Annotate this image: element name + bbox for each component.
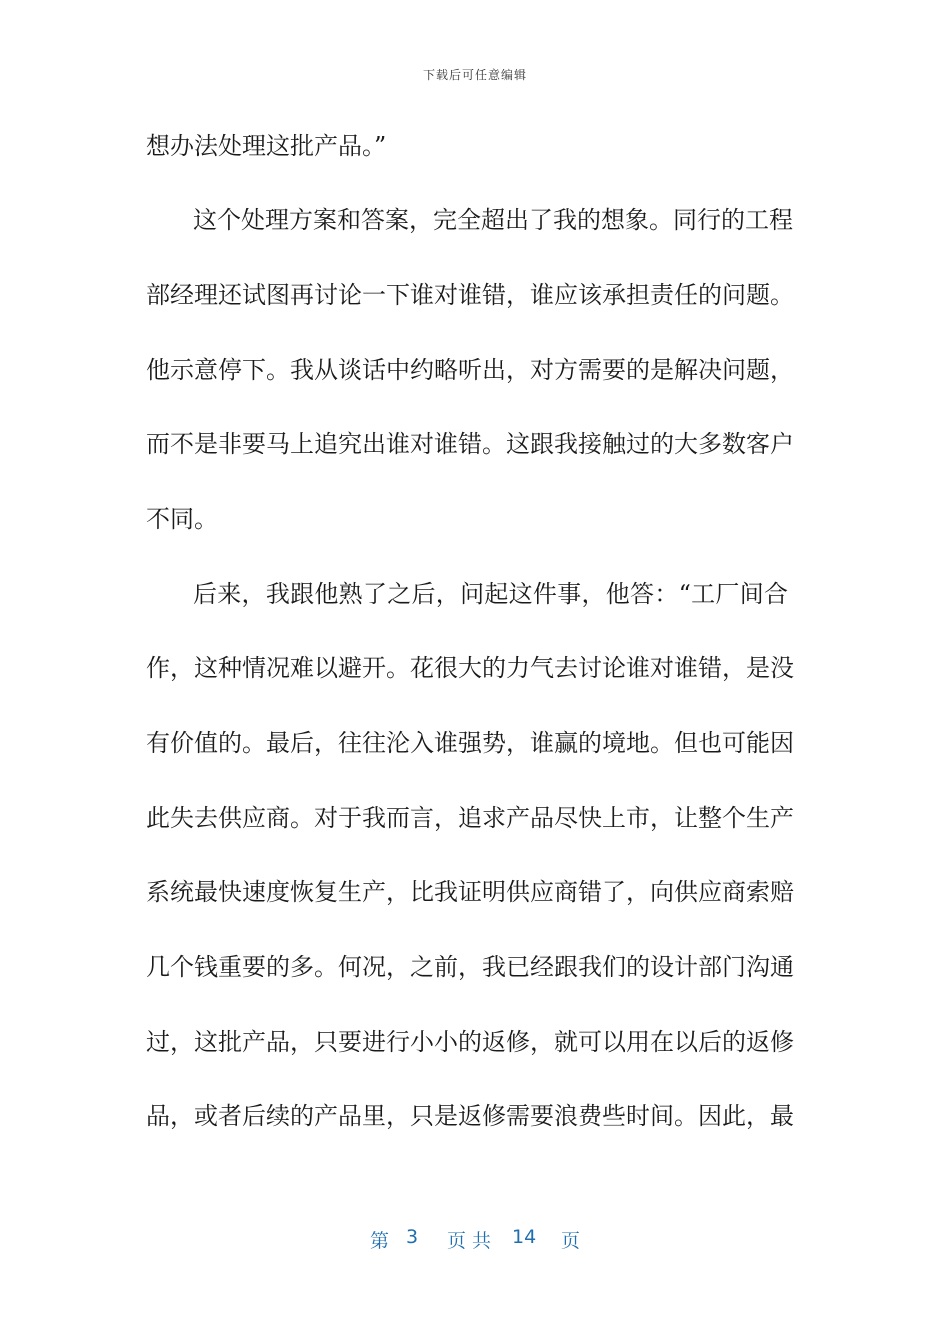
text-line: 部经理还试图再讨论一下谁对谁错，谁应该承担责任的问题。 — [146, 281, 794, 309]
footer-ye: 页 — [561, 1230, 581, 1252]
page-footer — [0, 1226, 950, 1252]
footer-page-number: 3 — [406, 1226, 419, 1248]
text-line: 后来，我跟他熟了之后，问起这件事，他答：“工厂间合 — [193, 580, 788, 608]
text-line: 而不是非要马上追究出谁对谁错。这跟我接触过的大多数客户 — [146, 430, 794, 458]
footer-ye-gong: 页 共 — [447, 1230, 492, 1252]
text-line: 有价值的。最后，往往沦入谁强势，谁赢的境地。但也可能因 — [146, 729, 794, 757]
text-line: 他示意停下。我从谈话中约略听出，对方需要的是解决问题， — [146, 356, 794, 384]
text-line: 过，这批产品，只要进行小小的返修，就可以用在以后的返修 — [146, 1028, 794, 1056]
footer-total-pages: 14 — [512, 1226, 537, 1248]
text-line: 此失去供应商。对于我而言，追求产品尽快上市，让整个生产 — [146, 804, 794, 832]
text-line: 几个钱重要的多。何况，之前，我已经跟我们的设计部门沟通 — [146, 953, 794, 981]
text-line: 系统最快速度恢复生产，比我证明供应商错了，向供应商索赔 — [146, 878, 794, 906]
text-line: 品，或者后续的产品里，只是返修需要浪费些时间。因此，最 — [146, 1102, 794, 1130]
text-line: 这个处理方案和答案，完全超出了我的想象。同行的工程 — [193, 206, 793, 234]
text-line: 想办法处理这批产品。” — [146, 132, 387, 160]
text-line: 作，这种情况难以避开。花很大的力气去讨论谁对谁错，是没 — [146, 654, 794, 682]
text-line: 不同。 — [146, 505, 218, 533]
footer-di: 第 — [370, 1230, 390, 1252]
page-header: 下载后可任意编辑 — [422, 68, 527, 82]
